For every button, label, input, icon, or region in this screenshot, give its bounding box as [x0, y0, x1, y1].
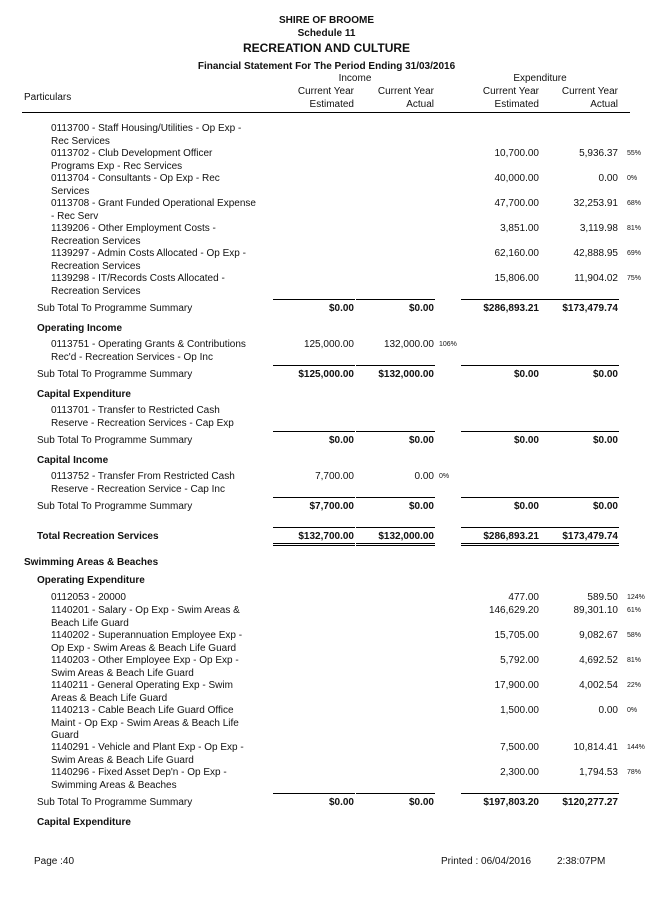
line-item-description: 1140291 - Vehicle and Plant Exp - Op Exp - Swim Areas & Beach Life Guard	[51, 742, 244, 766]
line-item-percent: 78%	[627, 769, 642, 776]
subtotal-rule	[273, 365, 355, 366]
line-item-percent: 69%	[627, 250, 642, 257]
category-heading: Operating Expenditure	[37, 575, 145, 586]
subtotal-rule	[273, 793, 355, 794]
total-c1-value: $132,700.00	[298, 531, 354, 542]
line-item-description: 0113701 - Transfer to Restricted Cash Reserve - Recreation Services - Cap Exp	[51, 405, 234, 429]
subtotal-rule	[273, 299, 355, 300]
subtotal-rule	[273, 497, 355, 498]
subtotal-rule	[540, 497, 619, 498]
line-item-description: 1140213 - Cable Beach Life Guard Office Maint - Op Exp - Swim Areas & Beach Life Guard	[51, 705, 239, 741]
line-item-percent: 81%	[627, 657, 642, 664]
header-rule	[22, 112, 630, 113]
subtotal-c4-value: $0.00	[592, 369, 618, 380]
total-underline	[356, 543, 435, 544]
subtotal-rule	[461, 365, 540, 366]
printed-time: 2:38:07PM	[557, 856, 606, 867]
col-income-estimated-header: Current Year Estimated	[297, 86, 354, 110]
subtotal-rule	[540, 793, 619, 794]
page-number: Page :40	[34, 856, 75, 867]
line-item-c2-value: 132,000.00	[383, 339, 434, 350]
line-item-income-percent: 106%	[439, 341, 457, 348]
subtotal-c1-value: $0.00	[328, 435, 354, 446]
line-item-description: 0113751 - Operating Grants & Contributions Rec'd - Recreation Services - Op Inc	[51, 339, 246, 363]
total-c2-value: $132,000.00	[378, 531, 434, 542]
line-item-description: 0113700 - Staff Housing/Utilities - Op Exp - Rec Services	[51, 123, 242, 147]
section-heading: Swimming Areas & Beaches	[24, 557, 159, 568]
subtotal-c3-value: $197,803.20	[483, 797, 539, 808]
line-item-c4-value: 1,794.53	[579, 767, 618, 778]
col-exp-estimated-header: Current Year Estimated	[482, 86, 539, 110]
subtotal-rule	[356, 431, 435, 432]
total-underline	[540, 543, 619, 544]
subtotal-label: Sub Total To Programme Summary	[37, 303, 193, 314]
line-item-c3-value: 3,851.00	[500, 223, 539, 234]
line-item-c3-value: 47,700.00	[494, 198, 539, 209]
line-item-c4-value: 4,002.54	[579, 680, 618, 691]
line-item-c4-value: 10,814.41	[573, 742, 618, 753]
subtotal-rule	[356, 527, 435, 528]
line-item-percent: 61%	[627, 607, 642, 614]
line-item-c3-value: 7,500.00	[500, 742, 539, 753]
subtotal-rule	[540, 365, 619, 366]
line-item-c3-value: 62,160.00	[494, 248, 539, 259]
category-heading: Operating Income	[37, 323, 123, 334]
line-item-income-percent: 0%	[439, 473, 450, 480]
subtotal-c1-value: $7,700.00	[309, 501, 354, 512]
col-income-actual-header: Current Year Actual	[377, 86, 434, 110]
line-item-c3-value: 5,792.00	[500, 655, 539, 666]
subtotal-rule	[461, 431, 540, 432]
total-c4-value: $173,479.74	[562, 531, 618, 542]
line-item-c3-value: 17,900.00	[494, 680, 539, 691]
line-item-c4-value: 5,936.37	[579, 148, 618, 159]
line-item-c4-value: 0.00	[598, 705, 618, 716]
subtotal-rule	[273, 431, 355, 432]
line-item-c2-value: 0.00	[414, 471, 434, 482]
total-underline	[356, 545, 435, 546]
total-underline	[273, 543, 355, 544]
line-item-description: 0112053 - 20000	[51, 592, 126, 603]
subtotal-label: Sub Total To Programme Summary	[37, 501, 193, 512]
line-item-description: 0113702 - Club Development Officer Programs Exp - Rec Services	[51, 148, 213, 172]
subtotal-c2-value: $0.00	[408, 501, 434, 512]
total-underline	[461, 543, 540, 544]
subtotal-c4-value: $120,277.27	[562, 797, 618, 808]
line-item-c3-value: 40,000.00	[494, 173, 539, 184]
category-heading: Capital Expenditure	[37, 817, 131, 828]
subtotal-rule	[540, 527, 619, 528]
expenditure-header: Expenditure	[513, 73, 567, 84]
subtotal-c1-value: $0.00	[328, 797, 354, 808]
line-item-c4-value: 32,253.91	[573, 198, 618, 209]
report-subtitle: Financial Statement For The Period Ending 31/03/2016	[197, 61, 456, 72]
total-label: Total Recreation Services	[37, 531, 159, 542]
total-underline	[540, 545, 619, 546]
subtotal-rule	[540, 431, 619, 432]
line-item-c3-value: 1,500.00	[500, 705, 539, 716]
line-item-percent: 144%	[627, 744, 645, 751]
subtotal-label: Sub Total To Programme Summary	[37, 369, 193, 380]
subtotal-rule	[461, 299, 540, 300]
line-item-percent: 0%	[627, 707, 638, 714]
subtotal-c2-value: $0.00	[408, 435, 434, 446]
total-underline	[461, 545, 540, 546]
subtotal-c1-value: $125,000.00	[298, 369, 354, 380]
report-title: RECREATION AND CULTURE	[242, 41, 411, 55]
subtotal-c2-value: $0.00	[408, 303, 434, 314]
subtotal-rule	[461, 793, 540, 794]
line-item-c4-value: 89,301.10	[573, 605, 618, 616]
col-exp-actual-header: Current Year Actual	[561, 86, 618, 110]
line-item-description: 1139206 - Other Employment Costs - Recreation Services	[51, 223, 216, 247]
total-underline	[273, 545, 355, 546]
line-item-description: 0113708 - Grant Funded Operational Expense - Rec Serv	[51, 198, 256, 222]
line-item-description: 0113704 - Consultants - Op Exp - Rec Services	[51, 173, 220, 197]
total-c3-value: $286,893.21	[483, 531, 539, 542]
line-item-c3-value: 10,700.00	[494, 148, 539, 159]
line-item-c3-value: 2,300.00	[500, 767, 539, 778]
subtotal-c3-value: $0.00	[513, 369, 539, 380]
line-item-description: 1139297 - Admin Costs Allocated - Op Exp - Recreation Services	[51, 248, 246, 272]
line-item-c1-value: 125,000.00	[303, 339, 354, 350]
subtotal-rule	[540, 299, 619, 300]
line-item-c4-value: 0.00	[598, 173, 618, 184]
subtotal-rule	[356, 497, 435, 498]
line-item-c1-value: 7,700.00	[315, 471, 354, 482]
line-item-description: 1139298 - IT/Records Costs Allocated -Recreation Services	[51, 273, 225, 297]
line-item-description: 1140211 - General Operating Exp - Swim Areas & Beach Life Guard	[51, 680, 233, 704]
particulars-header: Particulars	[24, 92, 72, 103]
income-header: Income	[338, 73, 372, 84]
org-name: SHIRE OF BROOME	[278, 15, 374, 26]
subtotal-label: Sub Total To Programme Summary	[37, 435, 193, 446]
line-item-description: 1140202 - Superannuation Employee Exp - Op Exp - Swim Areas & Beach Life Guard	[51, 630, 243, 654]
line-item-percent: 55%	[627, 150, 642, 157]
line-item-description: 0113752 - Transfer From Restricted Cash Reserve - Recreation Service - Cap Inc	[51, 471, 235, 495]
subtotal-rule	[461, 497, 540, 498]
line-item-percent: 81%	[627, 225, 642, 232]
subtotal-rule	[356, 365, 435, 366]
line-item-percent: 0%	[627, 175, 638, 182]
subtotal-rule	[273, 527, 355, 528]
subtotal-c4-value: $0.00	[592, 501, 618, 512]
line-item-c3-value: 15,806.00	[494, 273, 539, 284]
line-item-c4-value: 9,082.67	[579, 630, 618, 641]
line-item-description: 1140203 - Other Employee Exp - Op Exp - Swim Areas & Beach Life Guard	[51, 655, 239, 679]
line-item-c4-value: 3,119.98	[579, 223, 618, 234]
line-item-c4-value: 589.50	[587, 592, 618, 603]
subtotal-c3-value: $0.00	[513, 435, 539, 446]
subtotal-rule	[356, 793, 435, 794]
subtotal-c1-value: $0.00	[328, 303, 354, 314]
subtotal-c3-value: $0.00	[513, 501, 539, 512]
subtotal-c4-value: $0.00	[592, 435, 618, 446]
line-item-c3-value: 15,705.00	[494, 630, 539, 641]
line-item-c4-value: 4,692.52	[579, 655, 618, 666]
category-heading: Capital Income	[37, 455, 109, 466]
line-item-percent: 75%	[627, 275, 642, 282]
subtotal-rule	[356, 299, 435, 300]
subtotal-c3-value: $286,893.21	[483, 303, 539, 314]
subtotal-c2-value: $132,000.00	[378, 369, 434, 380]
line-item-c4-value: 11,904.02	[574, 273, 618, 284]
line-item-percent: 124%	[627, 594, 645, 601]
subtotal-rule	[461, 527, 540, 528]
line-item-percent: 58%	[627, 632, 642, 639]
line-item-description: 1140296 - Fixed Asset Dep'n - Op Exp - Swimming Areas & Beaches	[51, 767, 227, 791]
subtotal-c4-value: $173,479.74	[562, 303, 618, 314]
schedule-label: Schedule 11	[297, 28, 356, 39]
line-item-description: 1140201 - Salary - Op Exp - Swim Areas & Beach Life Guard	[51, 605, 240, 629]
line-item-c3-value: 477.00	[508, 592, 539, 603]
line-item-c4-value: 42,888.95	[573, 248, 618, 259]
printed-date: Printed : 06/04/2016	[441, 856, 532, 867]
subtotal-label: Sub Total To Programme Summary	[37, 797, 193, 808]
category-heading: Capital Expenditure	[37, 389, 131, 400]
line-item-percent: 22%	[627, 682, 642, 689]
line-item-c3-value: 146,629.20	[488, 605, 539, 616]
subtotal-c2-value: $0.00	[408, 797, 434, 808]
line-item-percent: 68%	[627, 200, 642, 207]
